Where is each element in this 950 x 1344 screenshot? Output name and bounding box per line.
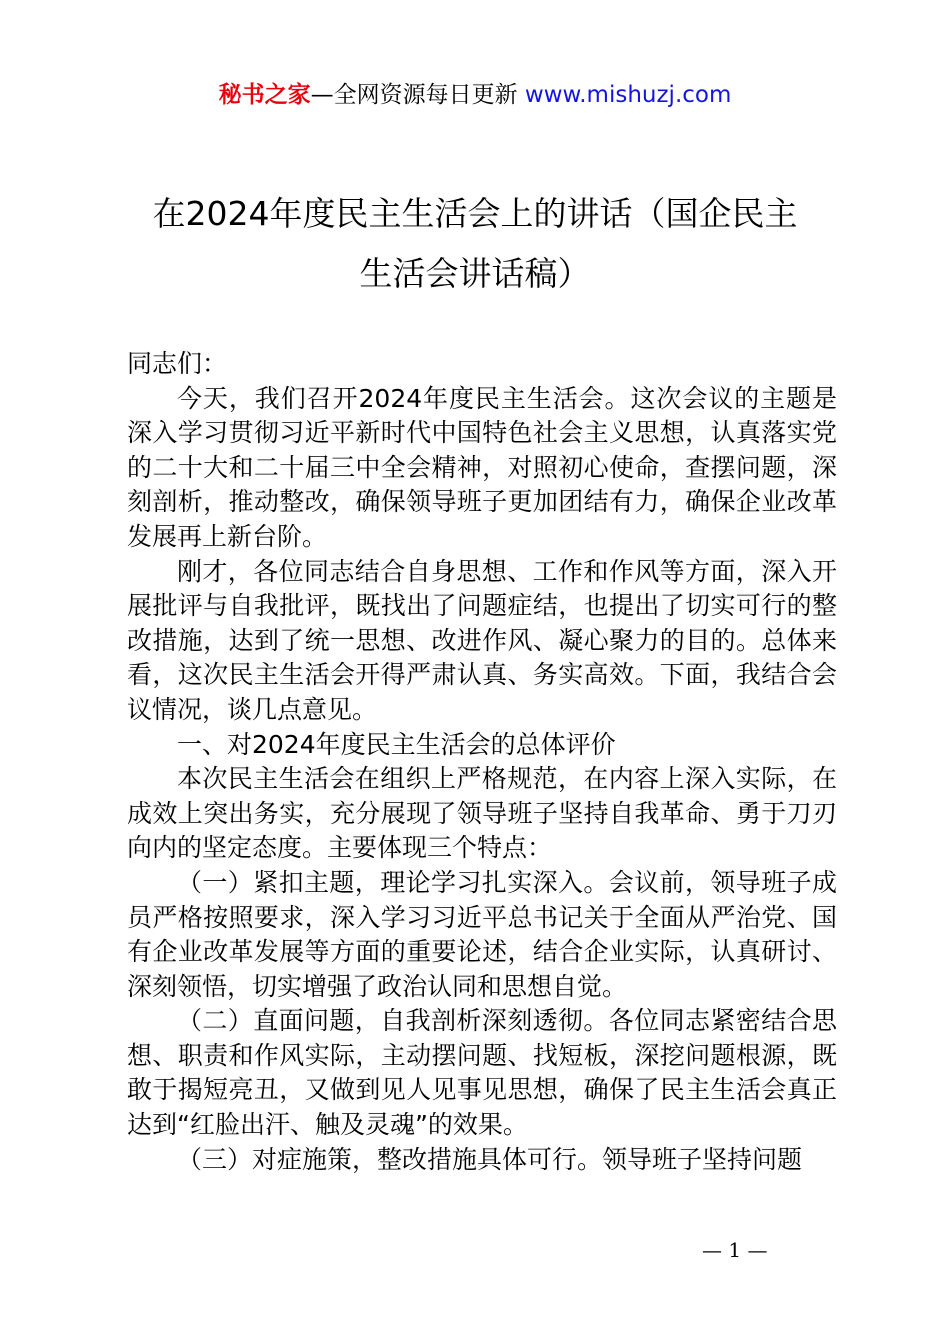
paragraph-point-3: （三）对症施策，整改措施具体可行。领导班子坚持问题 [177,1144,803,1174]
document-body [127,347,837,1177]
page-number: — 1 — [702,1238,768,1262]
paragraph-opening: 今天，我们召开2024年度民主生活会。这次会议的主题是深入学习贯彻习近平新时代中国特色社会主义思想，认真落实党的二十大和二十届三中全会精神，对照初心使命，查摆问题，深刻剖析，推动整改，确保领导班子更加团结有力，确保企业改革发展再上新台阶。 [127,383,837,551]
banner-brand: 秘书之家 [218,82,311,108]
document-title-line-1: 在2024年度民主生活会上的讲话（国企民主 [152,194,798,233]
salutation: 同志们： [127,349,228,378]
banner-slogan: —全网资源每日更新 [310,82,518,108]
paragraph-summary: 刚才，各位同志结合自身思想、工作和作风等方面，深入开展批评与自我批评，既找出了问题症结，也提出了切实可行的整改措施，达到了统一思想、改进作风、凝心聚力的目的。总体来看，这次民主生活会开得严肃认真、务实高效。下面，我结合会议情况，谈几点意见。 [127,556,837,724]
section-heading-1: 一、对2024年度民主生活会的总体评价 [177,729,616,759]
banner-url-link[interactable]: www.mishuzj.com [524,82,732,108]
paragraph-point-1: （一）紧扣主题，理论学习扎实深入。会议前，领导班子成员严格按照要求，深入学习习近平总书记关于全面从严治党、国有企业改革发展等方面的重要论述，结合企业实际，认真研讨、深刻领悟，切实增强了政治认同和思想自觉。 [127,867,837,1001]
document-title-line-2: 生活会讲话稿） [359,254,591,293]
paragraph-evaluation: 本次民主生活会在组织上严格规范，在内容上深入实际，在成效上突出务实，充分展现了领导班子坚持自我革命、勇于刀刃向内的坚定态度。主要体现三个特点： [127,764,837,863]
site-banner [0,78,950,112]
paragraph-point-2: （二）直面问题，自我剖析深刻透彻。各位同志紧密结合思想、职责和作风实际，主动摆问题、找短板，深挖问题根源，既敢于揭短亮丑，又做到见人见事见思想，确保了民主生活会真正达到“红脸出汗、触及灵魂”的效果。 [127,1006,837,1140]
document-title [110,184,840,304]
